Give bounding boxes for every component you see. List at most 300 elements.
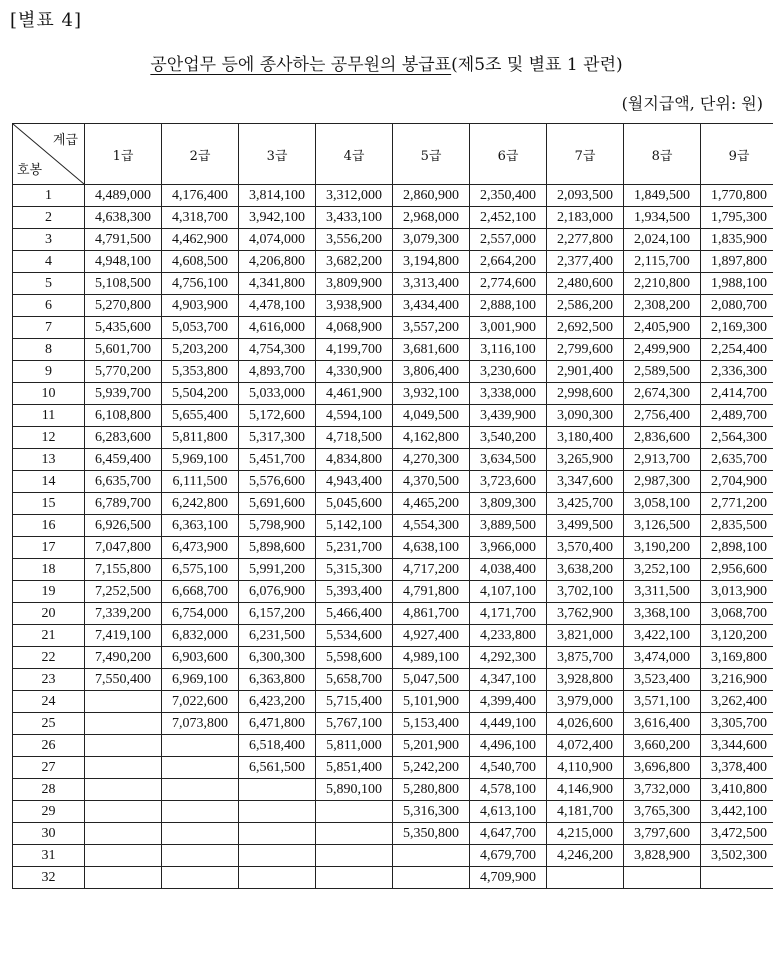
salary-cell: 6,363,100 bbox=[162, 515, 239, 537]
salary-cell: 2,377,400 bbox=[547, 251, 624, 273]
table-row bbox=[13, 801, 773, 823]
salary-cell: 3,723,600 bbox=[470, 471, 547, 493]
salary-cell bbox=[239, 779, 316, 801]
step-cell: 6 bbox=[13, 295, 85, 317]
salary-cell: 4,110,900 bbox=[547, 757, 624, 779]
salary-cell: 4,903,900 bbox=[162, 295, 239, 317]
salary-cell: 3,312,000 bbox=[316, 185, 393, 207]
step-cell: 8 bbox=[13, 339, 85, 361]
salary-cell: 2,557,000 bbox=[470, 229, 547, 251]
salary-cell bbox=[162, 757, 239, 779]
salary-cell: 4,146,900 bbox=[547, 779, 624, 801]
salary-cell: 3,433,100 bbox=[316, 207, 393, 229]
salary-cell bbox=[239, 823, 316, 845]
salary-cell: 6,575,100 bbox=[162, 559, 239, 581]
salary-cell: 3,540,200 bbox=[470, 427, 547, 449]
salary-cell bbox=[239, 801, 316, 823]
corner-label-step: 호봉 bbox=[17, 163, 43, 178]
salary-cell: 2,210,800 bbox=[624, 273, 701, 295]
salary-cell: 3,442,100 bbox=[701, 801, 773, 823]
salary-cell: 5,767,100 bbox=[316, 713, 393, 735]
salary-cell: 4,943,400 bbox=[316, 471, 393, 493]
salary-cell: 4,461,900 bbox=[316, 383, 393, 405]
salary-cell bbox=[85, 867, 162, 889]
step-cell: 31 bbox=[13, 845, 85, 867]
salary-cell: 7,073,800 bbox=[162, 713, 239, 735]
salary-cell: 5,798,900 bbox=[239, 515, 316, 537]
grade-header: 1급 bbox=[85, 124, 162, 185]
salary-cell: 2,564,300 bbox=[701, 427, 773, 449]
table-row bbox=[13, 493, 773, 515]
salary-cell: 7,339,200 bbox=[85, 603, 162, 625]
salary-cell: 3,765,300 bbox=[624, 801, 701, 823]
salary-cell: 2,692,500 bbox=[547, 317, 624, 339]
salary-cell: 4,215,000 bbox=[547, 823, 624, 845]
corner-cell bbox=[13, 124, 85, 185]
salary-cell: 3,806,400 bbox=[393, 361, 470, 383]
salary-cell: 3,556,200 bbox=[316, 229, 393, 251]
step-cell: 14 bbox=[13, 471, 85, 493]
salary-cell: 6,473,900 bbox=[162, 537, 239, 559]
step-cell: 7 bbox=[13, 317, 85, 339]
salary-cell: 3,252,100 bbox=[624, 559, 701, 581]
step-cell: 2 bbox=[13, 207, 85, 229]
salary-cell: 3,305,700 bbox=[701, 713, 773, 735]
salary-cell: 3,311,500 bbox=[624, 581, 701, 603]
table-row bbox=[13, 647, 773, 669]
salary-cell: 4,489,000 bbox=[85, 185, 162, 207]
salary-cell: 6,668,700 bbox=[162, 581, 239, 603]
salary-cell: 4,330,900 bbox=[316, 361, 393, 383]
salary-cell: 3,190,200 bbox=[624, 537, 701, 559]
salary-cell: 5,466,400 bbox=[316, 603, 393, 625]
salary-cell: 3,169,800 bbox=[701, 647, 773, 669]
salary-cell bbox=[393, 867, 470, 889]
salary-cell: 5,939,700 bbox=[85, 383, 162, 405]
table-row bbox=[13, 383, 773, 405]
salary-cell: 2,987,300 bbox=[624, 471, 701, 493]
salary-cell: 4,834,800 bbox=[316, 449, 393, 471]
salary-cell: 5,280,800 bbox=[393, 779, 470, 801]
step-cell: 25 bbox=[13, 713, 85, 735]
salary-cell: 2,480,600 bbox=[547, 273, 624, 295]
salary-cell: 3,262,400 bbox=[701, 691, 773, 713]
step-cell: 11 bbox=[13, 405, 85, 427]
salary-cell: 2,586,200 bbox=[547, 295, 624, 317]
salary-cell bbox=[624, 867, 701, 889]
salary-cell: 4,496,100 bbox=[470, 735, 547, 757]
salary-cell bbox=[162, 867, 239, 889]
salary-cell: 2,674,300 bbox=[624, 383, 701, 405]
salary-cell: 2,254,400 bbox=[701, 339, 773, 361]
salary-cell: 4,718,500 bbox=[316, 427, 393, 449]
salary-cell bbox=[85, 713, 162, 735]
salary-cell: 2,901,400 bbox=[547, 361, 624, 383]
salary-cell: 3,932,100 bbox=[393, 383, 470, 405]
salary-cell: 4,318,700 bbox=[162, 207, 239, 229]
salary-cell: 7,022,600 bbox=[162, 691, 239, 713]
salary-cell: 3,942,100 bbox=[239, 207, 316, 229]
salary-cell: 4,948,100 bbox=[85, 251, 162, 273]
salary-cell: 5,350,800 bbox=[393, 823, 470, 845]
step-cell: 3 bbox=[13, 229, 85, 251]
table-row bbox=[13, 251, 773, 273]
table-row bbox=[13, 867, 773, 889]
salary-cell: 5,451,700 bbox=[239, 449, 316, 471]
salary-cell bbox=[393, 845, 470, 867]
salary-cell: 3,001,900 bbox=[470, 317, 547, 339]
salary-cell: 3,979,000 bbox=[547, 691, 624, 713]
salary-cell: 6,231,500 bbox=[239, 625, 316, 647]
table-row bbox=[13, 471, 773, 493]
salary-cell: 5,316,300 bbox=[393, 801, 470, 823]
table-row bbox=[13, 669, 773, 691]
salary-cell: 5,108,500 bbox=[85, 273, 162, 295]
table-row bbox=[13, 537, 773, 559]
salary-cell: 2,968,000 bbox=[393, 207, 470, 229]
salary-cell: 2,704,900 bbox=[701, 471, 773, 493]
salary-cell: 4,074,000 bbox=[239, 229, 316, 251]
salary-cell: 4,026,600 bbox=[547, 713, 624, 735]
table-row bbox=[13, 273, 773, 295]
salary-cell: 3,058,100 bbox=[624, 493, 701, 515]
salary-cell: 3,928,800 bbox=[547, 669, 624, 691]
salary-cell: 3,938,900 bbox=[316, 295, 393, 317]
salary-cell: 5,231,700 bbox=[316, 537, 393, 559]
grade-header: 9급 bbox=[701, 124, 773, 185]
salary-cell: 4,068,900 bbox=[316, 317, 393, 339]
table-row bbox=[13, 757, 773, 779]
salary-cell: 2,499,900 bbox=[624, 339, 701, 361]
salary-cell: 3,814,100 bbox=[239, 185, 316, 207]
salary-cell: 4,647,700 bbox=[470, 823, 547, 845]
salary-cell: 5,715,400 bbox=[316, 691, 393, 713]
salary-cell bbox=[162, 735, 239, 757]
salary-cell: 6,832,000 bbox=[162, 625, 239, 647]
salary-cell: 5,315,300 bbox=[316, 559, 393, 581]
salary-cell: 6,754,000 bbox=[162, 603, 239, 625]
salary-cell: 2,756,400 bbox=[624, 405, 701, 427]
annex-label: [별표 4] bbox=[10, 10, 82, 31]
salary-cell: 1,795,300 bbox=[701, 207, 773, 229]
salary-cell: 2,998,600 bbox=[547, 383, 624, 405]
salary-cell: 5,201,900 bbox=[393, 735, 470, 757]
salary-cell: 4,465,200 bbox=[393, 493, 470, 515]
header-row bbox=[13, 124, 773, 185]
salary-cell: 2,589,500 bbox=[624, 361, 701, 383]
salary-cell: 4,679,700 bbox=[470, 845, 547, 867]
salary-cell: 4,341,800 bbox=[239, 273, 316, 295]
salary-cell: 3,347,600 bbox=[547, 471, 624, 493]
salary-cell: 5,393,400 bbox=[316, 581, 393, 603]
salary-cell: 2,308,200 bbox=[624, 295, 701, 317]
salary-cell: 4,347,100 bbox=[470, 669, 547, 691]
salary-cell: 4,709,900 bbox=[470, 867, 547, 889]
salary-cell: 3,889,500 bbox=[470, 515, 547, 537]
salary-cell: 1,897,800 bbox=[701, 251, 773, 273]
salary-cell: 4,072,400 bbox=[547, 735, 624, 757]
salary-cell bbox=[85, 823, 162, 845]
salary-cell: 2,835,500 bbox=[701, 515, 773, 537]
table-row bbox=[13, 779, 773, 801]
salary-cell: 3,523,400 bbox=[624, 669, 701, 691]
salary-cell: 3,434,400 bbox=[393, 295, 470, 317]
salary-cell: 6,300,300 bbox=[239, 647, 316, 669]
salary-cell: 2,913,700 bbox=[624, 449, 701, 471]
salary-cell: 3,265,900 bbox=[547, 449, 624, 471]
salary-cell: 4,199,700 bbox=[316, 339, 393, 361]
salary-cell: 6,926,500 bbox=[85, 515, 162, 537]
salary-cell: 3,180,400 bbox=[547, 427, 624, 449]
salary-cell: 5,033,000 bbox=[239, 383, 316, 405]
salary-cell: 2,774,600 bbox=[470, 273, 547, 295]
salary-cell: 3,410,800 bbox=[701, 779, 773, 801]
salary-cell: 4,927,400 bbox=[393, 625, 470, 647]
salary-cell bbox=[547, 867, 624, 889]
salary-cell: 5,811,000 bbox=[316, 735, 393, 757]
salary-cell: 5,601,700 bbox=[85, 339, 162, 361]
table-row bbox=[13, 185, 773, 207]
grade-header: 3급 bbox=[239, 124, 316, 185]
table-row bbox=[13, 229, 773, 251]
table-row bbox=[13, 823, 773, 845]
salary-cell: 4,038,400 bbox=[470, 559, 547, 581]
salary-cell: 6,459,400 bbox=[85, 449, 162, 471]
step-cell: 29 bbox=[13, 801, 85, 823]
salary-cell: 3,696,800 bbox=[624, 757, 701, 779]
salary-cell: 2,888,100 bbox=[470, 295, 547, 317]
table-row bbox=[13, 713, 773, 735]
salary-cell: 3,422,100 bbox=[624, 625, 701, 647]
salary-cell: 6,363,800 bbox=[239, 669, 316, 691]
salary-cell: 5,598,600 bbox=[316, 647, 393, 669]
salary-cell: 3,474,000 bbox=[624, 647, 701, 669]
salary-cell: 3,502,300 bbox=[701, 845, 773, 867]
salary-cell bbox=[239, 845, 316, 867]
salary-cell: 5,576,600 bbox=[239, 471, 316, 493]
salary-cell bbox=[85, 691, 162, 713]
salary-cell: 3,216,900 bbox=[701, 669, 773, 691]
salary-cell: 3,966,000 bbox=[470, 537, 547, 559]
table-row bbox=[13, 581, 773, 603]
salary-cell: 6,242,800 bbox=[162, 493, 239, 515]
salary-cell bbox=[701, 867, 773, 889]
salary-cell: 5,898,600 bbox=[239, 537, 316, 559]
step-cell: 13 bbox=[13, 449, 85, 471]
table-row bbox=[13, 361, 773, 383]
salary-cell: 4,638,100 bbox=[393, 537, 470, 559]
salary-cell: 2,860,900 bbox=[393, 185, 470, 207]
salary-cell: 6,108,800 bbox=[85, 405, 162, 427]
grade-header: 5급 bbox=[393, 124, 470, 185]
step-cell: 26 bbox=[13, 735, 85, 757]
salary-cell bbox=[85, 779, 162, 801]
salary-cell: 5,270,800 bbox=[85, 295, 162, 317]
salary-cell: 3,821,000 bbox=[547, 625, 624, 647]
step-cell: 23 bbox=[13, 669, 85, 691]
salary-cell: 3,762,900 bbox=[547, 603, 624, 625]
table-row bbox=[13, 317, 773, 339]
salary-cell: 2,956,600 bbox=[701, 559, 773, 581]
salary-cell: 3,681,600 bbox=[393, 339, 470, 361]
salary-cell bbox=[85, 757, 162, 779]
salary-cell: 4,594,100 bbox=[316, 405, 393, 427]
salary-cell: 2,489,700 bbox=[701, 405, 773, 427]
salary-cell: 5,047,500 bbox=[393, 669, 470, 691]
salary-cell: 2,169,300 bbox=[701, 317, 773, 339]
salary-cell: 6,903,600 bbox=[162, 647, 239, 669]
salary-cell: 1,849,500 bbox=[624, 185, 701, 207]
salary-cell: 5,811,800 bbox=[162, 427, 239, 449]
salary-cell: 6,969,100 bbox=[162, 669, 239, 691]
salary-cell: 2,336,300 bbox=[701, 361, 773, 383]
salary-cell: 2,277,800 bbox=[547, 229, 624, 251]
salary-cell: 2,405,900 bbox=[624, 317, 701, 339]
salary-cell: 3,090,300 bbox=[547, 405, 624, 427]
salary-cell: 4,554,300 bbox=[393, 515, 470, 537]
salary-cell: 5,153,400 bbox=[393, 713, 470, 735]
salary-cell: 2,080,700 bbox=[701, 295, 773, 317]
table-row bbox=[13, 515, 773, 537]
salary-cell: 5,969,100 bbox=[162, 449, 239, 471]
salary-cell: 6,471,800 bbox=[239, 713, 316, 735]
salary-cell: 1,835,900 bbox=[701, 229, 773, 251]
table-row bbox=[13, 559, 773, 581]
step-cell: 17 bbox=[13, 537, 85, 559]
salary-cell: 4,893,700 bbox=[239, 361, 316, 383]
salary-cell: 4,107,100 bbox=[470, 581, 547, 603]
salary-cell: 3,313,400 bbox=[393, 273, 470, 295]
salary-cell: 4,638,300 bbox=[85, 207, 162, 229]
salary-cell: 4,613,100 bbox=[470, 801, 547, 823]
step-cell: 10 bbox=[13, 383, 85, 405]
salary-cell bbox=[316, 801, 393, 823]
salary-cell: 3,732,000 bbox=[624, 779, 701, 801]
salary-cell: 6,518,400 bbox=[239, 735, 316, 757]
salary-cell: 2,350,400 bbox=[470, 185, 547, 207]
table-row bbox=[13, 735, 773, 757]
salary-cell: 2,664,200 bbox=[470, 251, 547, 273]
step-cell: 24 bbox=[13, 691, 85, 713]
salary-cell: 3,634,500 bbox=[470, 449, 547, 471]
salary-cell bbox=[85, 845, 162, 867]
table-row bbox=[13, 427, 773, 449]
salary-cell: 4,717,200 bbox=[393, 559, 470, 581]
salary-cell: 2,771,200 bbox=[701, 493, 773, 515]
salary-cell: 3,875,700 bbox=[547, 647, 624, 669]
salary-cell: 4,292,300 bbox=[470, 647, 547, 669]
step-cell: 16 bbox=[13, 515, 85, 537]
salary-cell: 1,988,100 bbox=[701, 273, 773, 295]
step-cell: 21 bbox=[13, 625, 85, 647]
salary-cell: 5,317,300 bbox=[239, 427, 316, 449]
unit-note: (월지급액, 단위: 원) bbox=[621, 94, 763, 113]
salary-cell bbox=[162, 779, 239, 801]
salary-cell: 2,836,600 bbox=[624, 427, 701, 449]
salary-cell: 4,861,700 bbox=[393, 603, 470, 625]
salary-cell: 5,053,700 bbox=[162, 317, 239, 339]
title-reference: (제5조 및 별표 1 관련) bbox=[451, 55, 623, 75]
salary-cell bbox=[162, 801, 239, 823]
salary-cell: 6,111,500 bbox=[162, 471, 239, 493]
grade-header: 8급 bbox=[624, 124, 701, 185]
salary-cell: 4,449,100 bbox=[470, 713, 547, 735]
salary-cell bbox=[239, 867, 316, 889]
salary-cell: 7,252,500 bbox=[85, 581, 162, 603]
salary-cell: 3,570,400 bbox=[547, 537, 624, 559]
salary-cell: 3,378,400 bbox=[701, 757, 773, 779]
salary-cell: 5,658,700 bbox=[316, 669, 393, 691]
salary-cell: 5,172,600 bbox=[239, 405, 316, 427]
salary-cell: 7,550,400 bbox=[85, 669, 162, 691]
salary-cell: 4,171,700 bbox=[470, 603, 547, 625]
step-cell: 30 bbox=[13, 823, 85, 845]
salary-cell: 3,557,200 bbox=[393, 317, 470, 339]
salary-cell: 4,616,000 bbox=[239, 317, 316, 339]
salary-cell: 4,756,100 bbox=[162, 273, 239, 295]
salary-cell: 3,660,200 bbox=[624, 735, 701, 757]
salary-cell: 5,353,800 bbox=[162, 361, 239, 383]
title-main: 공안업무 등에 종사하는 공무원의 봉급표 bbox=[150, 55, 452, 75]
table-row bbox=[13, 845, 773, 867]
salary-table bbox=[12, 123, 773, 889]
salary-cell: 5,691,600 bbox=[239, 493, 316, 515]
salary-cell: 7,419,100 bbox=[85, 625, 162, 647]
salary-cell: 3,638,200 bbox=[547, 559, 624, 581]
document-title bbox=[0, 50, 773, 75]
salary-cell: 3,116,100 bbox=[470, 339, 547, 361]
step-cell: 20 bbox=[13, 603, 85, 625]
salary-cell: 4,181,700 bbox=[547, 801, 624, 823]
grade-header: 7급 bbox=[547, 124, 624, 185]
salary-cell: 5,242,200 bbox=[393, 757, 470, 779]
corner-label-grade: 계급 bbox=[52, 133, 78, 148]
salary-cell: 3,472,500 bbox=[701, 823, 773, 845]
table-row bbox=[13, 449, 773, 471]
table-row bbox=[13, 339, 773, 361]
step-cell: 15 bbox=[13, 493, 85, 515]
salary-cell: 4,049,500 bbox=[393, 405, 470, 427]
salary-cell: 3,828,900 bbox=[624, 845, 701, 867]
table-row bbox=[13, 691, 773, 713]
salary-cell: 6,561,500 bbox=[239, 757, 316, 779]
salary-cell: 3,682,200 bbox=[316, 251, 393, 273]
salary-cell: 3,702,100 bbox=[547, 581, 624, 603]
salary-cell: 2,799,600 bbox=[547, 339, 624, 361]
salary-cell: 2,452,100 bbox=[470, 207, 547, 229]
salary-cell: 7,155,800 bbox=[85, 559, 162, 581]
salary-cell: 3,079,300 bbox=[393, 229, 470, 251]
salary-cell: 5,142,100 bbox=[316, 515, 393, 537]
table-row bbox=[13, 625, 773, 647]
salary-cell: 5,890,100 bbox=[316, 779, 393, 801]
grade-header: 6급 bbox=[470, 124, 547, 185]
salary-cell: 7,490,200 bbox=[85, 647, 162, 669]
grade-header: 4급 bbox=[316, 124, 393, 185]
step-cell: 1 bbox=[13, 185, 85, 207]
salary-cell: 3,344,600 bbox=[701, 735, 773, 757]
step-cell: 12 bbox=[13, 427, 85, 449]
table-row bbox=[13, 405, 773, 427]
table-body bbox=[13, 185, 773, 889]
salary-cell: 4,754,300 bbox=[239, 339, 316, 361]
salary-cell: 2,093,500 bbox=[547, 185, 624, 207]
salary-cell bbox=[162, 845, 239, 867]
salary-cell: 3,338,000 bbox=[470, 383, 547, 405]
salary-cell: 5,203,200 bbox=[162, 339, 239, 361]
salary-cell: 2,635,700 bbox=[701, 449, 773, 471]
step-cell: 19 bbox=[13, 581, 85, 603]
